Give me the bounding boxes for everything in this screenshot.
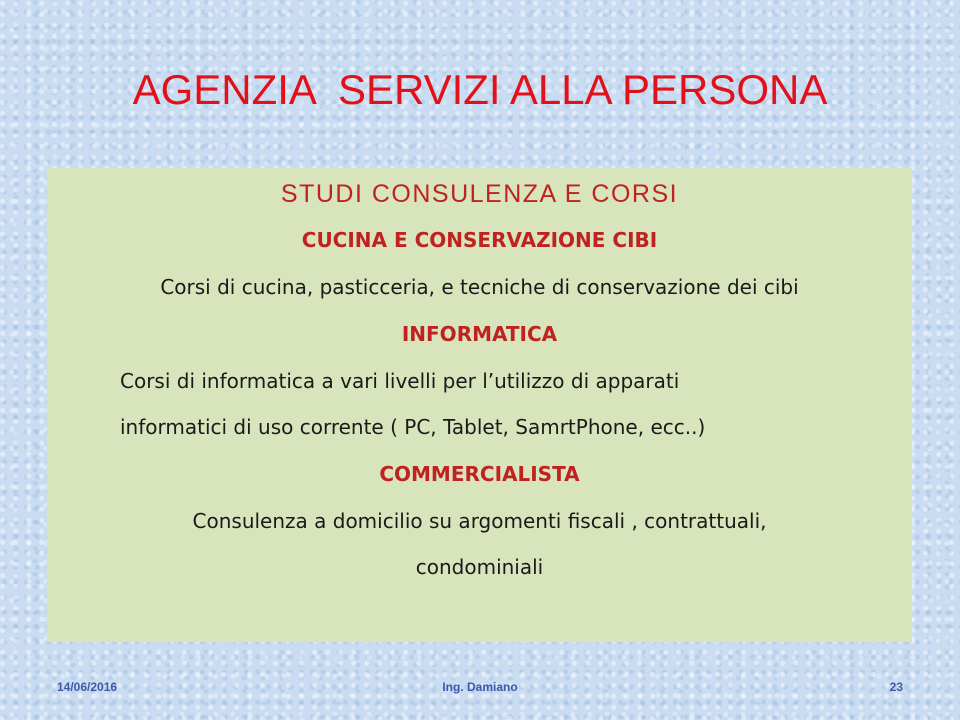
description-informatica-line-1: Corsi di informatica a vari livelli per l’utilizzo di apparati (120, 369, 680, 393)
footer-author: Ing. Damiano (442, 680, 518, 694)
category-commercialista: COMMERCIALISTA (379, 462, 580, 486)
description-commercialista-line-1: Consulenza a domicilio su argomenti fiscali , contrattuali, (192, 509, 767, 533)
slide-title: AGENZIA SERVIZI ALLA PERSONA (132, 66, 828, 113)
description-cucina: Corsi di cucina, pasticceria, e tecniche di conservazione dei cibi (160, 275, 799, 299)
footer-date: 14/06/2016 (57, 680, 118, 694)
footer-page-number: 23 (889, 680, 903, 694)
description-commercialista-line-2: condominiali (415, 555, 544, 579)
category-cucina: CUCINA E CONSERVAZIONE CIBI (301, 228, 658, 252)
description-informatica (47, 358, 912, 450)
section-header: STUDI CONSULENZA E CORSI (280, 180, 679, 208)
content-box (47, 168, 912, 642)
description-commercialista (47, 498, 912, 590)
category-informatica: INFORMATICA (401, 322, 558, 346)
description-informatica-line-2: informatici di uso corrente ( PC, Tablet, SamrtPhone, ecc..) (120, 415, 706, 439)
